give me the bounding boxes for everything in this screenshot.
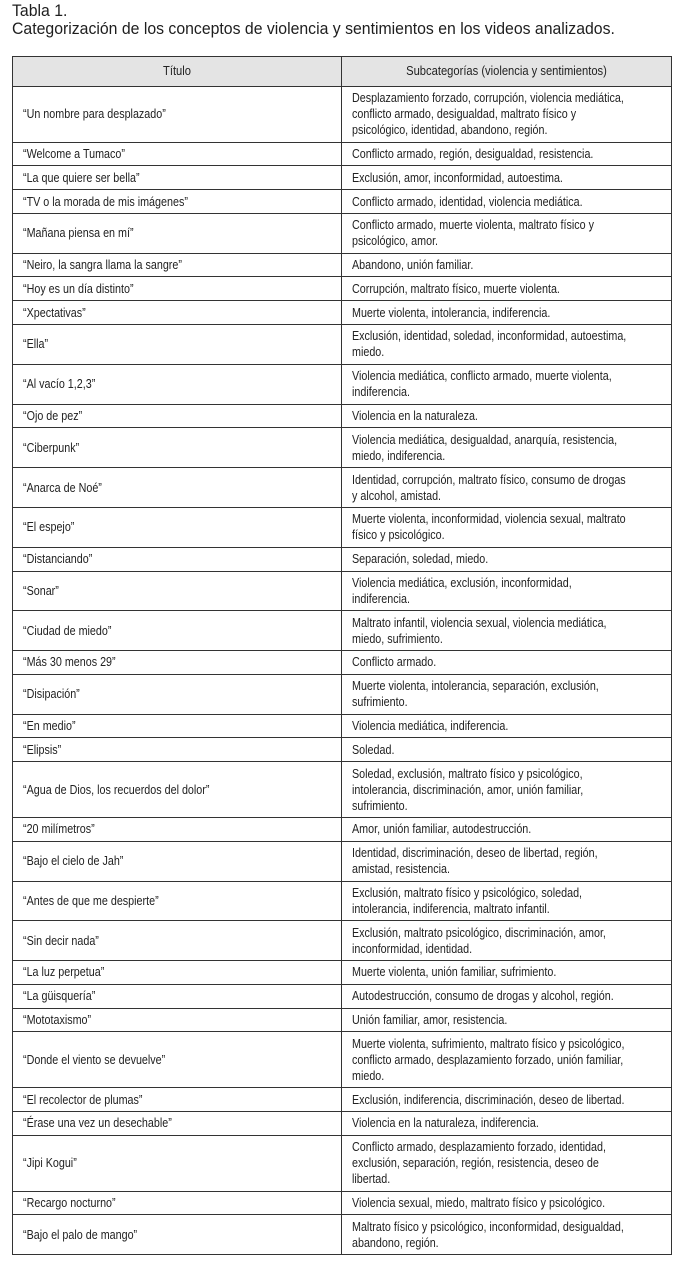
table-row [13,166,672,190]
subcategories-cell [342,1215,672,1255]
subcategories-line: Soledad. [352,742,395,757]
video-title: “El espejo” [23,520,75,535]
video-title-cell [13,301,342,325]
subcategories-cell [342,253,672,277]
table-row [13,674,672,714]
subcategories-cell [342,142,672,166]
subcategories-cell [342,364,672,404]
subcategories-cell [342,651,672,675]
table-row [13,817,672,841]
subcategories-cell [342,571,672,611]
subcategories-line: sufrimiento. [352,798,408,813]
subcategories-cell [342,507,672,547]
table-row [13,277,672,301]
subcategories-line: Exclusión, maltrato físico y psicológico, soledad, [352,885,583,900]
video-title: “Anarca de Noé” [23,480,102,495]
video-title: “Bajo el palo de mango” [23,1227,138,1242]
subcategories-cell [342,166,672,190]
subcategories-cell [342,301,672,325]
video-title: “La que quiere ser bella” [23,170,140,185]
subcategories-cell [342,325,672,365]
video-title: “Distanciando” [23,552,93,567]
subcategories-cell [342,674,672,714]
subcategories-line: miedo. [352,1068,385,1083]
video-title: “Mañana piensa en mí” [23,226,134,241]
table-row [13,762,672,818]
video-title-cell [13,1112,342,1136]
table-label: Tabla 1. [12,1,68,20]
table-row [13,961,672,985]
table-row [13,507,672,547]
table-row [13,611,672,651]
subcategories-line: miedo, indiferencia. [352,448,446,463]
categorization-table [12,56,672,1255]
subcategories-line: Autodestrucción, consumo de drogas y alcohol, región. [352,989,614,1004]
subcategories-line: Conflicto armado, desplazamiento forzado, identidad, [352,1140,606,1155]
table-row [13,1135,672,1191]
video-title-cell [13,921,342,961]
subcategories-line: amistad, resistencia. [352,862,450,877]
video-title-cell [13,1215,342,1255]
video-title-cell [13,651,342,675]
subcategories-line: Amor, unión familiar, autodestrucción. [352,822,532,837]
video-title: “Ojo de pez” [23,408,83,423]
video-title-cell [13,166,342,190]
subcategories-cell [342,984,672,1008]
video-title-cell [13,468,342,508]
subcategories-line: conflicto armado, desplazamiento forzado, unión familiar, [352,1052,624,1067]
table-row [13,1088,672,1112]
header-title [13,57,342,87]
video-title: “Ciberpunk” [23,440,80,455]
video-title-cell [13,611,342,651]
subcategories-line: Violencia mediática, desigualdad, anarquía, resistencia, [352,432,618,447]
subcategories-line: Maltrato físico y psicológico, inconformidad, desigualdad, [352,1219,624,1234]
subcategories-cell [342,817,672,841]
subcategories-line: Exclusión, amor, inconformidad, autoestima. [352,170,563,185]
subcategories-line: Exclusión, identidad, soledad, inconformidad, autoestima, [352,329,627,344]
subcategories-line: Maltrato infantil, violencia sexual, violencia mediática, [352,615,607,630]
subcategories-line: Violencia sexual, miedo, maltrato físico y psicológico. [352,1195,606,1210]
subcategories-line: Muerte violenta, unión familiar, sufrimiento. [352,965,557,980]
video-title: “TV o la morada de mis imágenes” [23,194,188,209]
video-title-cell [13,674,342,714]
subcategories-cell [342,428,672,468]
subcategories-cell [342,762,672,818]
subcategories-cell [342,881,672,921]
video-title-cell [13,881,342,921]
subcategories-line: Conflicto armado. [352,655,437,670]
subcategories-line: Violencia en la naturaleza. [352,408,478,423]
video-title-cell [13,961,342,985]
subcategories-line: inconformidad, identidad. [352,941,473,956]
table-row [13,881,672,921]
subcategories-line: miedo, sufrimiento. [352,631,443,646]
subcategories-line: Abandono, unión familiar. [352,258,474,273]
subcategories-cell [342,277,672,301]
subcategories-line: Corrupción, maltrato físico, muerte violenta. [352,281,560,296]
video-title: “Agua de Dios, los recuerdos del dolor” [23,782,210,797]
subcategories-line: Separación, soledad, miedo. [352,552,489,567]
video-title: “La güisquería” [23,989,96,1004]
video-title-cell [13,213,342,253]
subcategories-line: Muerte violenta, intolerancia, indiferencia. [352,305,551,320]
table-row [13,213,672,253]
subcategories-line: Identidad, corrupción, maltrato físico, consumo de drogas [352,472,626,487]
table-row [13,1008,672,1032]
subcategories-line: Violencia en la naturaleza, indiferencia. [352,1116,539,1131]
table-row [13,1032,672,1088]
video-title-cell [13,277,342,301]
subcategories-line: y alcohol, amistad. [352,488,442,503]
video-title-cell [13,1032,342,1088]
video-title: “Disipación” [23,687,80,702]
header-title-label: Título [163,63,191,79]
video-title: “Mototaxismo” [23,1013,92,1028]
table-row [13,714,672,738]
subcategories-cell [342,468,672,508]
video-title: “Elipsis” [23,742,62,757]
table-row [13,428,672,468]
table-row [13,190,672,214]
video-title: “Ciudad de miedo” [23,623,112,638]
header-subcategories-label: Subcategorías (violencia y sentimientos) [406,63,607,79]
video-title: “El recolector de plumas” [23,1092,143,1107]
subcategories-line: miedo. [352,345,385,360]
video-title-cell [13,841,342,881]
video-title-cell [13,571,342,611]
subcategories-cell [342,190,672,214]
video-title: “Recargo nocturno” [23,1195,116,1210]
video-title: “Welcome a Tumaco” [23,146,125,161]
subcategories-line: Violencia mediática, conflicto armado, muerte violenta, [352,369,612,384]
subcategories-cell [342,86,672,142]
subcategories-cell [342,1032,672,1088]
subcategories-cell [342,611,672,651]
video-title: “Neiro, la sangra llama la sangre” [23,258,182,273]
subcategories-line: Exclusión, indiferencia, discriminación, deseo de libertad. [352,1092,625,1107]
video-title-cell [13,547,342,571]
video-title-cell [13,738,342,762]
subcategories-line: Exclusión, maltrato psicológico, discriminación, amor, [352,925,606,940]
video-title-cell [13,507,342,547]
subcategories-line: Violencia mediática, exclusión, inconformidad, [352,575,572,590]
video-title-cell [13,714,342,738]
subcategories-line: sufrimiento. [352,695,408,710]
table-row [13,364,672,404]
table-row [13,921,672,961]
table-row [13,1215,672,1255]
subcategories-line: Desplazamiento forzado, corrupción, violencia mediática, [352,91,624,106]
subcategories-cell [342,961,672,985]
video-title: “20 milímetros” [23,822,95,837]
table-row [13,404,672,428]
table-row [13,571,672,611]
video-title: “Un nombre para desplazado” [23,107,166,122]
video-title-cell [13,1191,342,1215]
video-title: “Donde el viento se devuelve” [23,1052,166,1067]
subcategories-line: Conflicto armado, región, desigualdad, resistencia. [352,146,594,161]
video-title-cell [13,86,342,142]
table-body [13,86,672,1254]
subcategories-cell [342,1088,672,1112]
subcategories-line: Identidad, discriminación, deseo de libertad, región, [352,846,598,861]
subcategories-cell [342,1191,672,1215]
subcategories-cell [342,841,672,881]
video-title-cell [13,1088,342,1112]
subcategories-line: psicológico, amor. [352,234,439,249]
video-title-cell [13,142,342,166]
video-title-cell [13,762,342,818]
subcategories-line: libertad. [352,1172,391,1187]
table-row [13,738,672,762]
video-title: “Más 30 menos 29” [23,655,116,670]
video-title: “La luz perpetua” [23,965,105,980]
subcategories-cell [342,714,672,738]
subcategories-line: físico y psicológico. [352,528,445,543]
video-title-cell [13,325,342,365]
table-row [13,86,672,142]
video-title: “Antes de que me despierte” [23,893,159,908]
subcategories-cell [342,1135,672,1191]
video-title-cell [13,1008,342,1032]
table-row [13,1191,672,1215]
video-title-cell [13,1135,342,1191]
subcategories-line: Muerte violenta, intolerancia, separación, exclusión, [352,679,599,694]
table-row [13,142,672,166]
video-title: “Hoy es un día distinto” [23,281,134,296]
table-row [13,651,672,675]
header-subcategories [342,57,672,87]
video-title: “Bajo el cielo de Jah” [23,854,124,869]
subcategories-line: Conflicto armado, identidad, violencia mediática. [352,194,583,209]
subcategories-cell [342,1112,672,1136]
subcategories-line: intolerancia, indiferencia, maltrato infantil. [352,901,550,916]
video-title: “En medio” [23,719,76,734]
table-header-row [13,57,672,87]
subcategories-line: Muerte violenta, sufrimiento, maltrato físico y psicológico, [352,1036,625,1051]
table-row [13,325,672,365]
subcategories-line: abandono, región. [352,1235,439,1250]
video-title: “Ella” [23,337,49,352]
subcategories-cell [342,547,672,571]
subcategories-line: indiferencia. [352,591,410,606]
video-title: “Sin decir nada” [23,933,99,948]
table-row [13,984,672,1008]
subcategories-line: conflicto armado, desigualdad, maltrato físico y [352,107,577,122]
video-title-cell [13,253,342,277]
subcategories-cell [342,213,672,253]
subcategories-cell [342,921,672,961]
video-title: “Sonar” [23,583,59,598]
subcategories-line: exclusión, separación, región, resistencia, deseo de [352,1156,599,1171]
video-title-cell [13,817,342,841]
subcategories-cell [342,404,672,428]
subcategories-line: intolerancia, discriminación, amor, unión familiar, [352,782,584,797]
video-title-cell [13,984,342,1008]
subcategories-cell [342,1008,672,1032]
table-row [13,301,672,325]
subcategories-cell [342,738,672,762]
subcategories-line: Soledad, exclusión, maltrato físico y psicológico, [352,766,583,781]
video-title-cell [13,364,342,404]
video-title-cell [13,404,342,428]
video-title: “Jipi Kogui” [23,1156,77,1171]
table-row [13,547,672,571]
table-row [13,1112,672,1136]
subcategories-line: Muerte violenta, inconformidad, violencia sexual, maltrato [352,512,626,527]
table-caption: Categorización de los conceptos de violencia y sentimientos en los videos analizados. [12,19,615,38]
table-row [13,841,672,881]
video-title-cell [13,190,342,214]
video-title-cell [13,428,342,468]
subcategories-line: Unión familiar, amor, resistencia. [352,1013,508,1028]
subcategories-line: psicológico, identidad, abandono, región. [352,123,548,138]
subcategories-line: indiferencia. [352,385,410,400]
table-row [13,253,672,277]
video-title: “Xpectativas” [23,305,86,320]
subcategories-line: Violencia mediática, indiferencia. [352,719,509,734]
table-row [13,468,672,508]
video-title: “Al vacío 1,2,3” [23,377,96,392]
subcategories-line: Conflicto armado, muerte violenta, maltrato físico y [352,218,594,233]
video-title: “Érase una vez un desechable” [23,1116,172,1131]
